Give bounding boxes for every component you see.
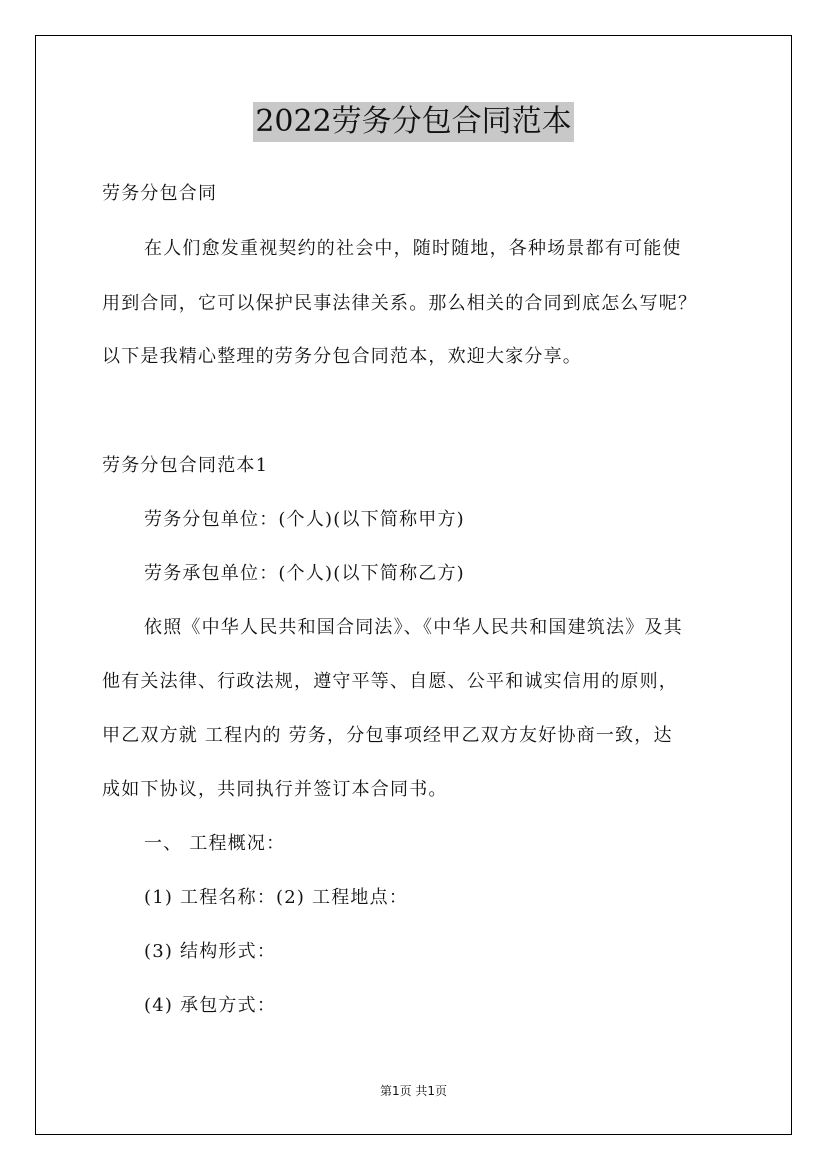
intro-line-2: 用到合同，它可以保护民事法律关系。那么相关的合同到底怎么写呢？ [102, 293, 698, 314]
section-heading: 劳务分包合同范本1 [102, 455, 269, 476]
document-title: 2022劳务分包合同范本 [253, 102, 573, 142]
basis-line-3: 甲乙双方就 工程内的 劳务，分包事项经甲乙双方友好协商一致，达 [102, 725, 673, 746]
contract-heading: 劳务分包合同 [102, 183, 218, 204]
party-b-line: 劳务承包单位：(个人)(以下简称乙方) [144, 563, 465, 584]
overview-item-1-2: (1) 工程名称：(2) 工程地点： [144, 887, 409, 908]
title-container [0, 102, 827, 142]
intro-line-3: 以下是我精心整理的劳务分包合同范本，欢迎大家分享。 [102, 346, 582, 367]
basis-line-1: 依照《中华人民共和国合同法》、《中华人民共和国建筑法》及其 [144, 617, 683, 638]
overview-item-4: (4) 承包方式： [144, 995, 277, 1016]
intro-line-1: 在人们愈发重视契约的社会中，随时随地，各种场景都有可能使 [144, 238, 682, 259]
overview-heading: 一、 工程概况： [144, 833, 286, 854]
basis-line-4: 成如下协议，共同执行并签订本合同书。 [102, 779, 448, 800]
overview-item-3: (3) 结构形式： [144, 941, 277, 962]
basis-line-2: 他有关法律、行政法规，遵守平等、自愿、公平和诚实信用的原则， [102, 671, 678, 692]
party-a-line: 劳务分包单位：(个人)(以下简称甲方) [144, 509, 465, 530]
page-footer: 第1页 共1页 [379, 1084, 448, 1098]
